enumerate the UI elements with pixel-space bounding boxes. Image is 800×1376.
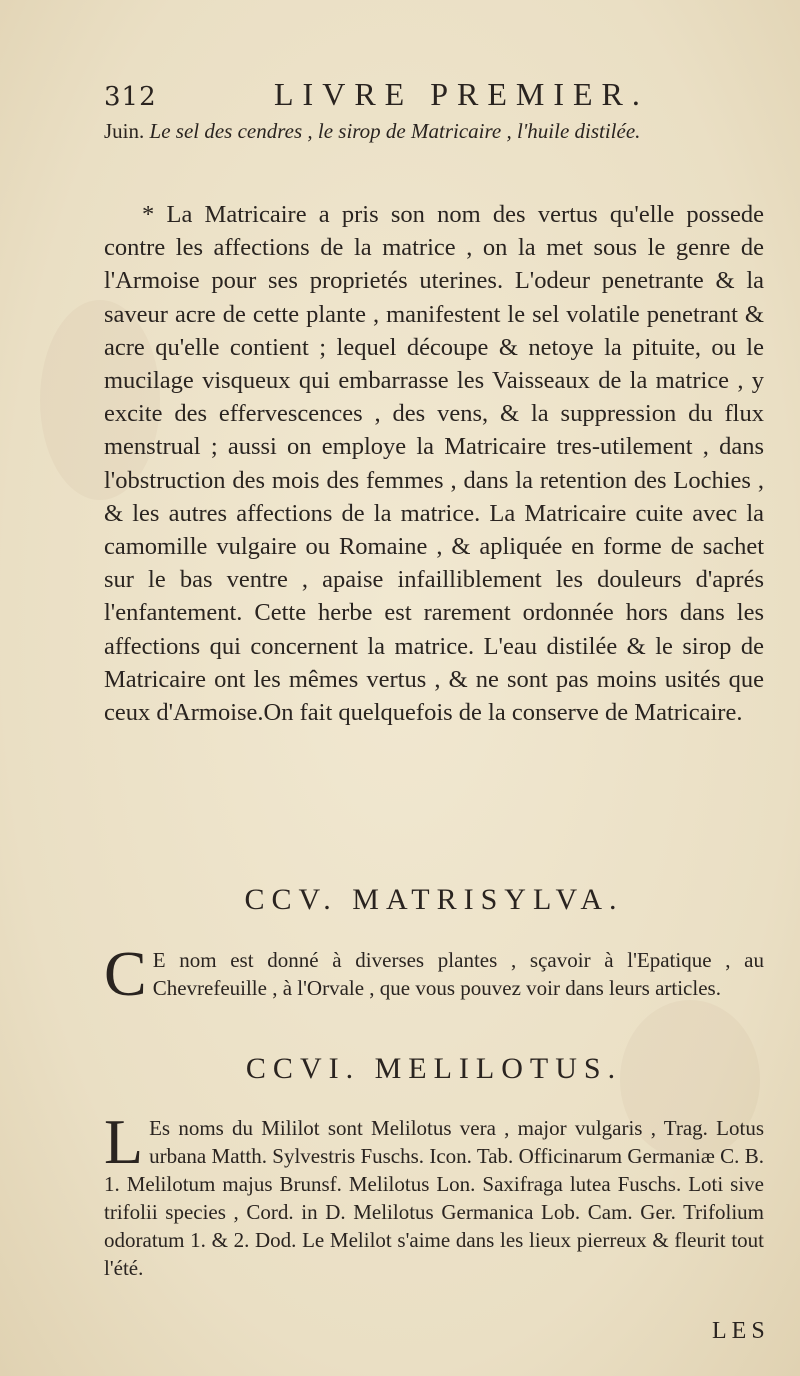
running-title: LIVRE PREMIER. [274,76,649,112]
top-line-text: Le sel des cendres , le sirop de Matricaire , l'huile distilée. [149,119,641,143]
section-heading-ccv: CCV. MATRISYLVA. [244,883,624,916]
running-head [104,74,764,114]
section-ccvi-paragraph [104,1106,764,1282]
dropcap-c: C [104,938,147,1009]
section-heading-ccvi: CCVI. MELILOTUS. [245,1052,623,1085]
top-line [104,116,764,146]
main-paragraph: * La Matricaire a pris son nom des vertus qu'elle possede contre les affections de la matrice , on la met sous le genre de l'Armoise pour ses proprietés uterines. L'odeur penetrante & la saveur acre de cette plante , manifestent le sel volatile penetrant & acre qu'elle contient ; lequel découpe & netoye la pituite, ou le mucilage visqueux qui embarrasse les Vaisseaux de la matrice , y excite des effervescences , des vens, & la suppression du flux menstrual ; aussi on employe la Matricaire tres-utilement , dans l'obstruction des mois des femmes , dans la retention des Lochies , & les autres affections de la matrice. La Matricaire cuite avec la camomille vulgaire ou Romaine , & apliquée en forme de sachet sur le bas ventre , apaise infailliblement les douleurs d'aprés l'enfantement. Cette herbe est rarement ordonnée hors dans les affections qui concernent la matrice. L'eau distilée & le sirop de Matricaire ont les mêmes vertus , & ne sont pas moins usités que ceux d'Armoise.On fait quelquefois de la conserve de Matricaire. [104,201,764,727]
section-ccvi-text: Es noms du Mililot sont Melilotus vera , major vulgaris , Trag. Lotus urbana Matth. Sylvestris Fuschs. Icon. Tab. Officinarum Germaniæ C. B. 1. Melilotum majus Brunsf. Melilotus Lon. Saxifraga lutea Fuschs. Loti sive trifolii species , Cord. in D. Melilotus Germanica Lob. Cam. Ger. Trifolium odoratum 1. & 2. Dod. Le Melilot s'aime dans les lieux pierreux & fleurit tout l'été. [104,1116,764,1280]
top-line-prefix: Juin. [104,119,145,143]
catchword: LES [712,1318,770,1344]
section-ccv-paragraph [104,938,764,1009]
page-number: 312 [104,82,157,112]
dropcap-l: L [104,1106,144,1177]
section-ccv-text: E nom est donné à diverses plantes , sçavoir à l'Epatique , au Chevrefeuille , à l'Orvale , que vous pouvez voir dans leurs articles. [152,948,764,1000]
